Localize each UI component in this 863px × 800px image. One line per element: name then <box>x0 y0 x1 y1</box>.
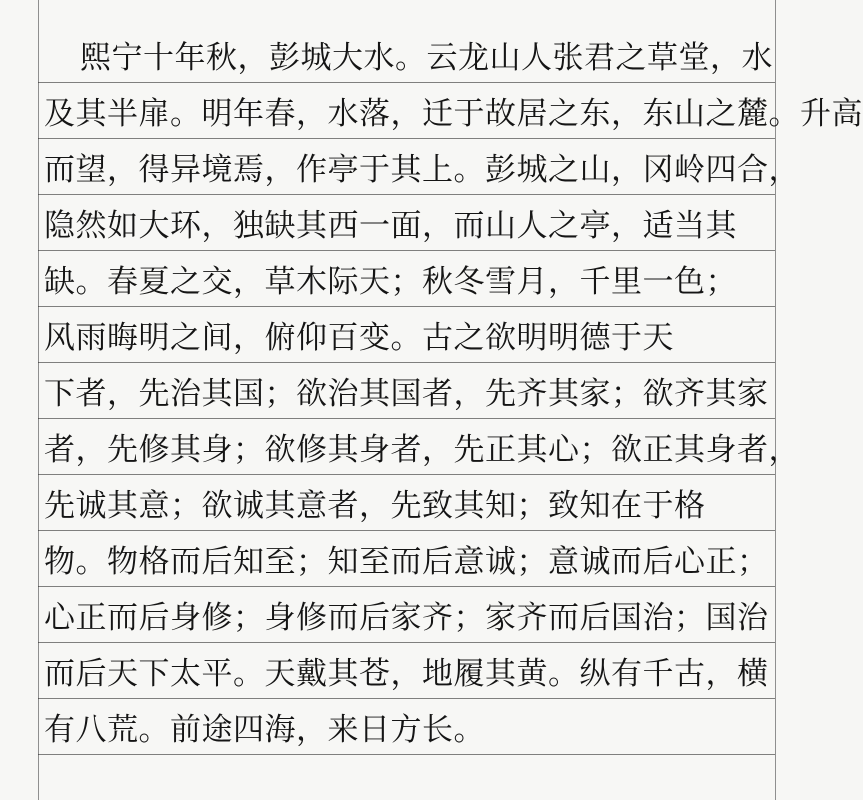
ruled-line <box>38 250 775 251</box>
handwritten-line: 有八荒。前途四海，来日方长。 <box>44 712 485 748</box>
ruled-line <box>38 194 775 195</box>
ruled-line <box>38 642 775 643</box>
handwritten-line: 先诚其意；欲诚其意者，先致其知；致知在于格 <box>44 488 706 524</box>
handwritten-line: 而后天下太平。天戴其苍，地履其黄。纵有千古，横 <box>44 656 769 692</box>
ruled-line <box>38 586 775 587</box>
ruled-line <box>38 418 775 419</box>
ruled-line <box>38 138 775 139</box>
ruled-line <box>38 530 775 531</box>
handwritten-line: 而望，得异境焉，作亭于其上。彭城之山，冈岭四合， <box>44 152 800 188</box>
ruled-line <box>38 306 775 307</box>
handwritten-line: 下者，先治其国；欲治其国者，先齐其家；欲齐其家 <box>44 376 769 412</box>
ruled-line <box>38 698 775 699</box>
handwritten-line: 隐然如大环，独缺其西一面，而山人之亭，适当其 <box>44 208 737 244</box>
handwritten-line: 熙宁十年秋，彭城大水。云龙山人张君之草堂，水 <box>80 40 773 76</box>
ruled-line <box>38 474 775 475</box>
ruled-line <box>38 754 775 755</box>
left-margin-line <box>38 0 39 800</box>
handwritten-line: 者，先修其身；欲修其身者，先正其心；欲正其身者， <box>44 432 800 468</box>
handwritten-line: 及其半扉。明年春，水落，迁于故居之东，东山之麓。升高 <box>44 96 863 132</box>
ruled-line <box>38 82 775 83</box>
handwritten-line: 心正而后身修；身修而后家齐；家齐而后国治；国治 <box>44 600 769 636</box>
handwritten-line: 物。物格而后知至；知至而后意诚；意诚而后心正； <box>44 544 769 580</box>
ruled-line <box>38 362 775 363</box>
handwritten-line: 缺。春夏之交，草木际天；秋冬雪月，千里一色； <box>44 264 737 300</box>
handwritten-line: 风雨晦明之间，俯仰百变。古之欲明明德于天 <box>44 320 674 356</box>
